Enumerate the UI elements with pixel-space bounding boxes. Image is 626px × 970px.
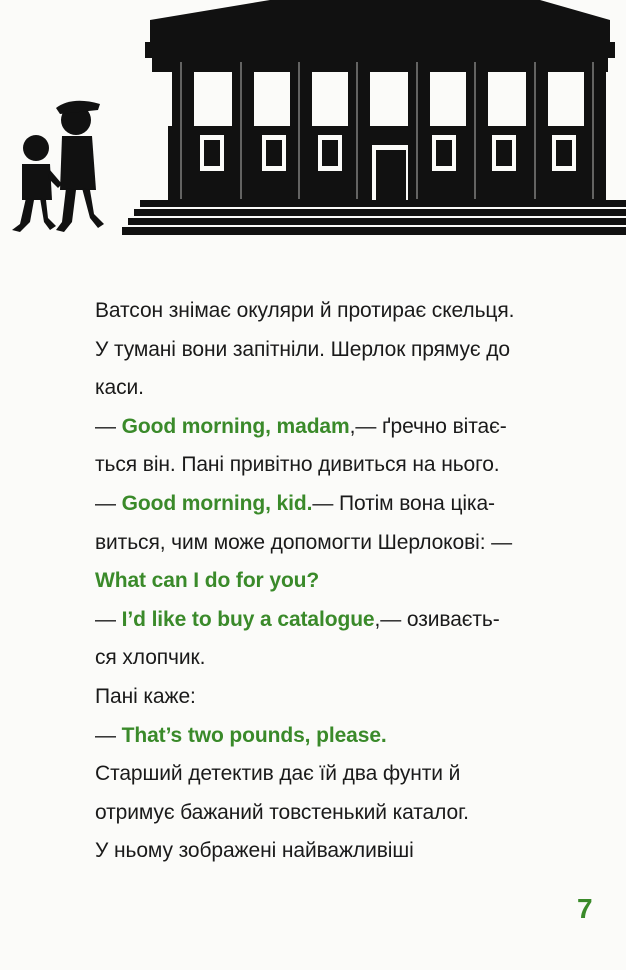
text-segment: Старший детектив дає їй два фунти й bbox=[95, 762, 461, 786]
text-line bbox=[95, 717, 565, 756]
english-phrase: What can I do for you? bbox=[95, 569, 320, 593]
text-segment: У тумані вони запітніли. Шерлок прямує до bbox=[95, 337, 510, 361]
text-line bbox=[95, 446, 565, 485]
text-segment: — Потім вона ціка- bbox=[312, 491, 495, 515]
text-line bbox=[95, 755, 565, 794]
story-text bbox=[95, 292, 565, 871]
text-line bbox=[95, 331, 565, 370]
text-line bbox=[95, 794, 565, 833]
text-line bbox=[95, 369, 565, 408]
text-line bbox=[95, 292, 565, 331]
text-segment: ,— ґречно вітає- bbox=[349, 414, 507, 438]
text-line bbox=[95, 601, 565, 640]
english-phrase: Good morning, madam bbox=[121, 414, 350, 438]
text-segment: виться, чим може допомогти Шерлокові: — bbox=[95, 530, 513, 554]
english-phrase: Good morning, kid. bbox=[121, 491, 313, 515]
text-line bbox=[95, 485, 565, 524]
text-segment: Пані каже: bbox=[95, 684, 196, 708]
text-line bbox=[95, 562, 565, 601]
text-segment: — bbox=[95, 491, 122, 515]
detectives-silhouette-icon bbox=[12, 101, 104, 232]
text-segment: Ватсон знімає окуляри й протирає скельця. bbox=[95, 299, 515, 322]
text-segment: У ньому зображені найважливіші bbox=[95, 839, 414, 863]
text-line bbox=[95, 678, 565, 717]
text-line bbox=[95, 639, 565, 678]
text-line bbox=[95, 408, 565, 447]
building-icon bbox=[122, 0, 626, 235]
text-segment: каси. bbox=[95, 376, 144, 400]
page-number: 7 bbox=[577, 893, 593, 924]
english-phrase: That’s two pounds, please. bbox=[121, 723, 387, 747]
english-phrase: I’d like to buy a catalogue bbox=[121, 607, 375, 631]
text-segment: ся хлопчик. bbox=[95, 646, 206, 670]
text-segment: отримує бажаний товстенький каталог. bbox=[95, 800, 469, 824]
text-line bbox=[95, 832, 565, 871]
text-segment: ,— озиваєть- bbox=[374, 607, 500, 631]
text-line bbox=[95, 524, 565, 563]
museum-illustration bbox=[0, 0, 626, 245]
text-segment: — bbox=[95, 607, 122, 631]
text-segment: — bbox=[95, 723, 122, 747]
text-segment: — bbox=[95, 414, 122, 438]
text-segment: ться він. Пані привітно дивиться на нього. bbox=[95, 453, 500, 477]
